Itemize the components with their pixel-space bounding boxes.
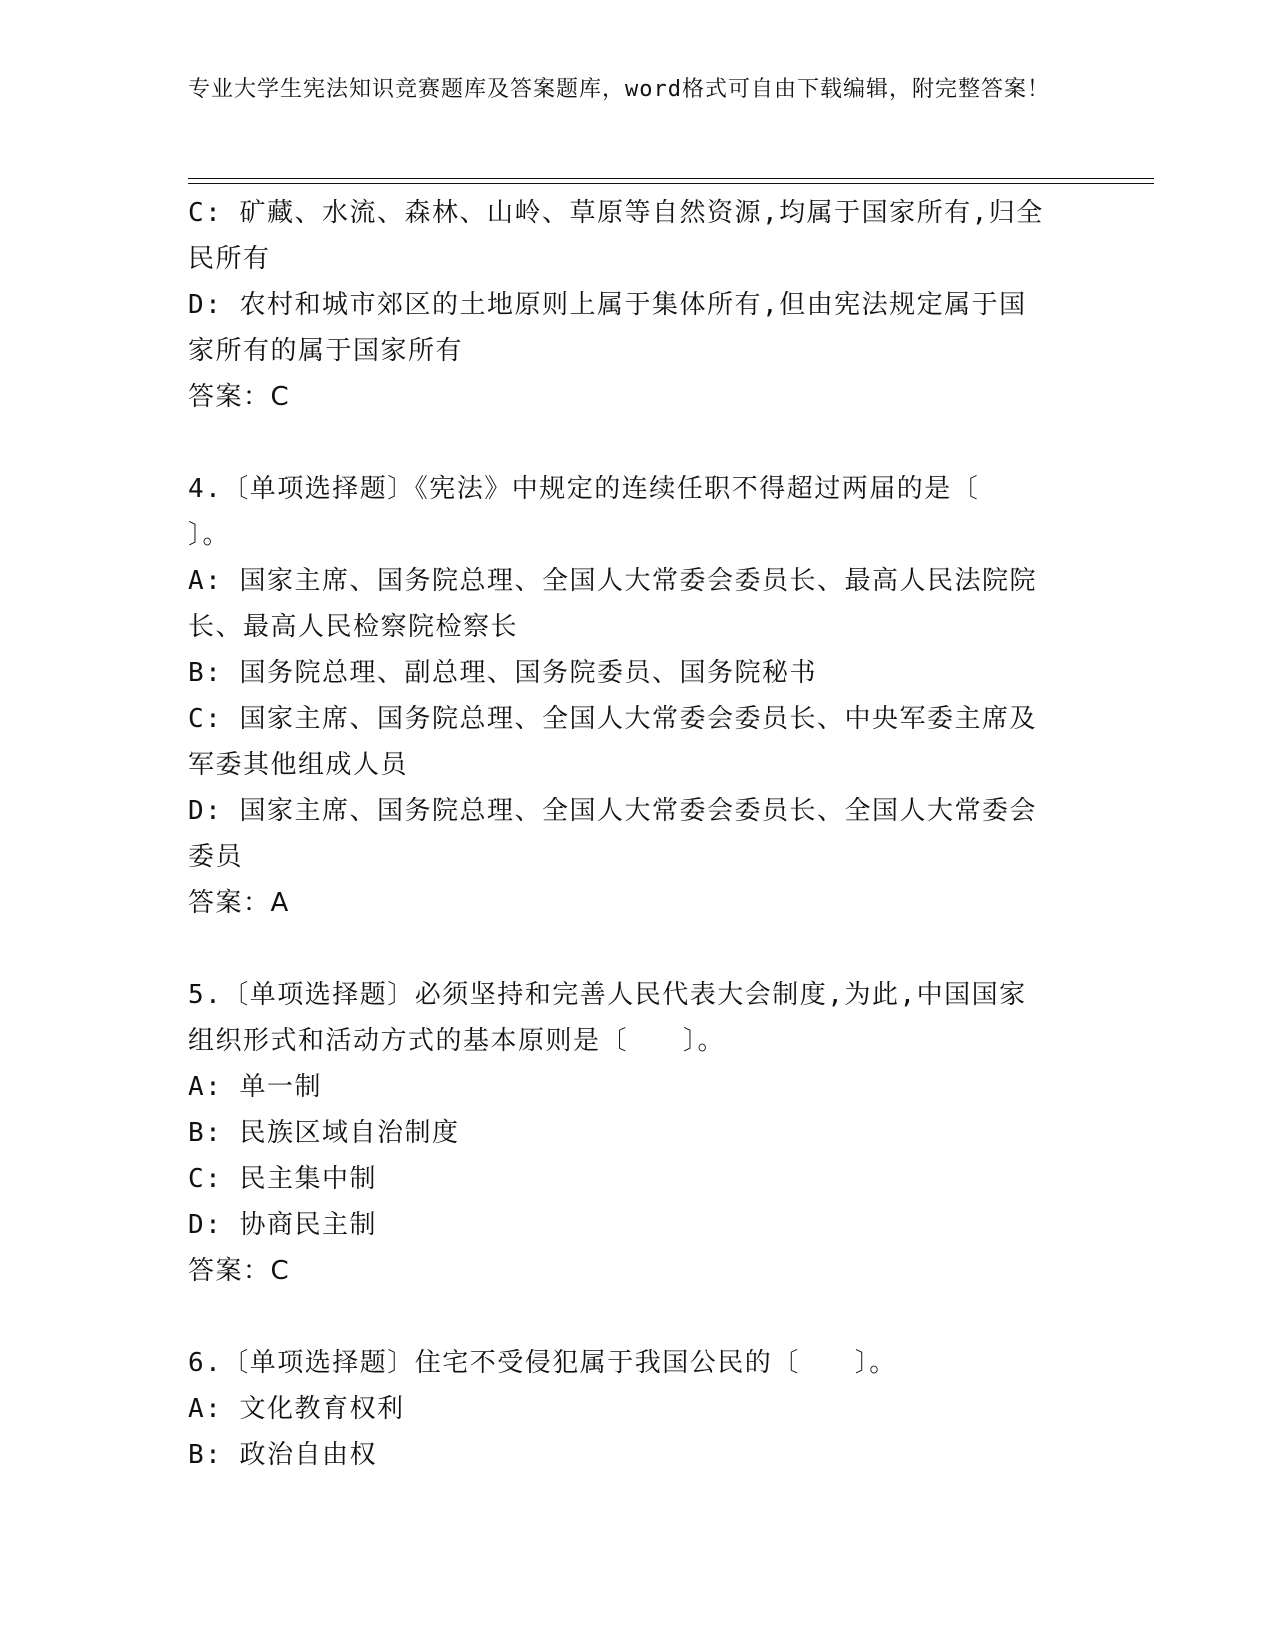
question-content — [188, 190, 1088, 1478]
q4-option-b: B: 国务院总理、副总理、国务院委员、国务院秘书 — [188, 658, 817, 688]
q6-question: 6.〔单项选择题〕住宅不受侵犯属于我国公民的〔 〕。 — [188, 1348, 897, 1378]
q4-question-line2: 〕。 — [188, 520, 231, 550]
q6-option-a: A: 文化教育权利 — [188, 1394, 405, 1424]
q4-option-d-line2: 委员 — [188, 842, 244, 872]
question-6 — [188, 1340, 1088, 1478]
document-header: 专业大学生宪法知识竞赛题库及答案题库，word格式可自由下载编辑，附完整答案！ — [188, 77, 1050, 102]
q3-answer: 答案：C — [188, 382, 291, 412]
q3-option-c-line2: 民所有 — [188, 244, 271, 274]
q4-option-a-line2: 长、最高人民检察院检察长 — [188, 612, 519, 642]
spacer — [188, 1294, 1088, 1340]
q5-question-line2: 组织形式和活动方式的基本原则是〔 〕。 — [188, 1026, 726, 1056]
q5-option-d: D: 协商民主制 — [188, 1210, 377, 1240]
q3-option-d-line1: D: 农村和城市郊区的土地原则上属于集体所有,但由宪法规定属于国 — [188, 290, 1027, 320]
question-3-continued — [188, 190, 1088, 420]
spacer — [188, 926, 1088, 972]
q5-question-line1: 5.〔单项选择题〕必须坚持和完善人民代表大会制度,为此,中国国家 — [188, 980, 1027, 1010]
q5-answer: 答案：C — [188, 1256, 291, 1286]
q4-option-d-line1: D: 国家主席、国务院总理、全国人大常委会委员长、全国人大常委会 — [188, 796, 1037, 826]
question-4 — [188, 466, 1088, 926]
q5-option-a: A: 单一制 — [188, 1072, 322, 1102]
header-rule-top — [188, 178, 1154, 179]
question-5 — [188, 972, 1088, 1294]
q4-question-line1: 4.〔单项选择题〕《宪法》中规定的连续任职不得超过两届的是〔 — [188, 474, 980, 504]
q3-option-c-line1: C: 矿藏、水流、森林、山岭、草原等自然资源,均属于国家所有,归全 — [188, 198, 1044, 228]
header-rule-bottom — [188, 183, 1154, 184]
q4-option-c-line1: C: 国家主席、国务院总理、全国人大常委会委员长、中央军委主席及 — [188, 704, 1037, 734]
q3-option-d-line2: 家所有的属于国家所有 — [188, 336, 464, 366]
spacer — [188, 420, 1088, 466]
q5-option-b: B: 民族区域自治制度 — [188, 1118, 460, 1148]
q4-option-a-line1: A: 国家主席、国务院总理、全国人大常委会委员长、最高人民法院院 — [188, 566, 1037, 596]
q5-option-c: C: 民主集中制 — [188, 1164, 377, 1194]
q6-option-b: B: 政治自由权 — [188, 1440, 377, 1470]
q4-option-c-line2: 军委其他组成人员 — [188, 750, 409, 780]
q4-answer: 答案：A — [188, 888, 290, 918]
